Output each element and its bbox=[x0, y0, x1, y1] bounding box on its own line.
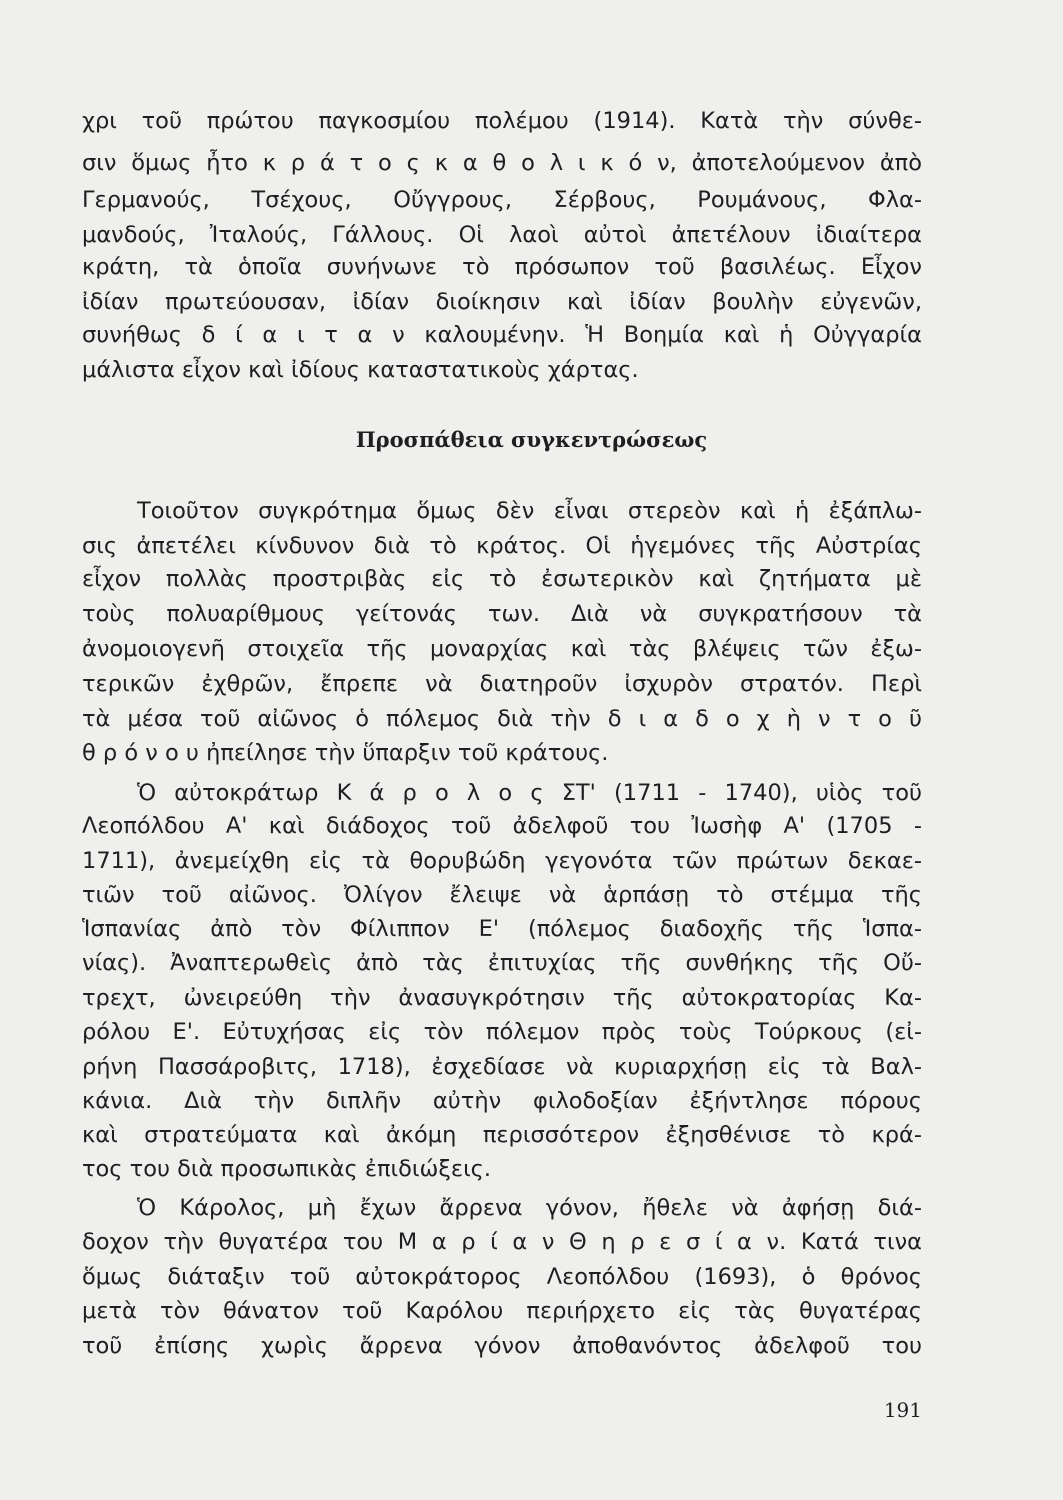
text-line: κράτη, τὰ ὁποῖα συνήνωνε τὸ πρόσωπον τοῦ βασιλέως. Εἶχον bbox=[82, 254, 922, 280]
text-line: μετὰ τὸν θάνατον τοῦ Καρόλου περιήρχετο εἰς τὰς θυγατέρας bbox=[82, 1298, 922, 1324]
text-line: 1711), ἀνεμείχθη εἰς τὰ θορυβώδη γεγονότα τῶν πρώτων δεκαε- bbox=[82, 848, 922, 874]
text-line: καὶ στρατεύματα καὶ ἀκόμη περισσότερον ἐξησθένισε τὸ κρά- bbox=[82, 1122, 922, 1148]
text-line: τὰ μέσα τοῦ αἰῶνος ὁ πόλεμος διὰ τὴν δ ι α δ ο χ ὴ ν τ ο ῦ bbox=[82, 706, 922, 732]
text-line: μάλιστα εἶχον καὶ ἰδίους καταστατικοὺς χάρτας. bbox=[82, 357, 639, 383]
text-line: τρεχτ, ὠνειρεύθη τὴν ἀνασυγκρότησιν τῆς αὐτοκρατορίας Κα- bbox=[82, 985, 922, 1011]
text-line: μανδούς, Ἰταλούς, Γάλλους. Οἱ λαοὶ αὐτοὶ ἀπετέλουν ἰδιαίτερα bbox=[82, 222, 922, 248]
text-line: Γερμανούς, Τσέχους, Οὔγγρους, Σέρβους, Ρουμάνους, Φλα- bbox=[82, 187, 922, 213]
text-line: Ὁ αὐτοκράτωρ Κ ά ρ ο λ ο ς ΣΤ' (1711 - 1740), υἱὸς τοῦ bbox=[137, 780, 922, 806]
text-line: τερικῶν ἐχθρῶν, ἔπρεπε νὰ διατηροῦν ἰσχυρὸν στρατόν. Περὶ bbox=[82, 671, 922, 697]
text-line: χρι τοῦ πρώτου παγκοσμίου πολέμου (1914). Κατὰ τὴν σύνθε- bbox=[82, 108, 922, 134]
text-line: τοῦ ἐπίσης χωρὶς ἄρρενα γόνον ἀποθανόντος ἀδελφοῦ του bbox=[82, 1333, 922, 1359]
text-line: ρήνη Πασσάροβιτς, 1718), ἐσχεδίασε νὰ κυριαρχήσῃ εἰς τὰ Βαλ- bbox=[82, 1054, 922, 1080]
text-line: θ ρ ό ν ο υ ἠπείλησε τὴν ὕπαρξιν τοῦ κράτους. bbox=[82, 740, 609, 766]
text-line: ὅμως διάταξιν τοῦ αὐτοκράτορος Λεοπόλδου (1693), ὁ θρόνος bbox=[82, 1264, 922, 1290]
text-line: κάνια. Διὰ τὴν διπλῆν αὐτὴν φιλοδοξίαν ἐξήντλησε πόρους bbox=[82, 1088, 922, 1114]
text-line: ἰδίαν πρωτεύουσαν, ἰδίαν διοίκησιν καὶ ἰδίαν βουλὴν εὐγενῶν, bbox=[82, 289, 922, 315]
text-line: συνήθως δ ί α ι τ α ν καλουμένην. Ἡ Βοημία καὶ ἡ Οὐγγαρία bbox=[82, 322, 922, 348]
text-line: ἀνομοιογενῆ στοιχεῖα τῆς μοναρχίας καὶ τὰς βλέψεις τῶν ἐξω- bbox=[82, 636, 922, 662]
text-line: σις ἀπετέλει κίνδυνον διὰ τὸ κράτος. Οἱ ἡγεμόνες τῆς Αὐστρίας bbox=[82, 533, 922, 559]
text-line: Λεοπόλδου Α' καὶ διάδοχος τοῦ ἀδελφοῦ του Ἰωσὴφ Α' (1705 - bbox=[82, 813, 922, 839]
text-line: ρόλου Ε'. Εὐτυχήσας εἰς τὸν πόλεμον πρὸς τοὺς Τούρκους (εἰ- bbox=[82, 1019, 922, 1045]
page-number: 191 bbox=[883, 1398, 922, 1422]
text-line: νίας). Ἀναπτερωθεὶς ἀπὸ τὰς ἐπιτυχίας τῆς συνθήκης τῆς Οὔ- bbox=[82, 950, 922, 976]
text-line: τιῶν τοῦ αἰῶνος. Ὀλίγον ἔλειψε νὰ ἁρπάσῃ τὸ στέμμα τῆς bbox=[82, 882, 922, 908]
text-line: Τοιοῦτον συγκρότημα ὅμως δὲν εἶναι στερεὸν καὶ ἡ ἐξάπλω- bbox=[137, 498, 922, 524]
text-line: τοὺς πολυαρίθμους γείτονάς των. Διὰ νὰ συγκρατήσουν τὰ bbox=[82, 601, 922, 627]
text-line: δοχον τὴν θυγατέρα του Μ α ρ ί α ν Θ η ρ ε σ ί α ν. Κατά τινα bbox=[82, 1229, 922, 1255]
text-line: Ὁ Κάρολος, μὴ ἔχων ἄρρενα γόνον, ἤθελε νὰ ἀφήσῃ διά- bbox=[137, 1195, 922, 1221]
text-line: εἶχον πολλὰς προστριβὰς εἰς τὸ ἐσωτερικὸν καὶ ζητήματα μὲ bbox=[82, 566, 922, 592]
text-line: Ἱσπανίας ἀπὸ τὸν Φίλιππον Ε' (πόλεμος διαδοχῆς τῆς Ἱσπα- bbox=[82, 916, 922, 942]
text-line: τος του διὰ προσωπικὰς ἐπιδιώξεις. bbox=[82, 1156, 492, 1182]
text-line: σιν ὅμως ἦτο κ ρ ά τ ο ς κ α θ ο λ ι κ ό ν, ἀποτελούμενον ἀπὸ bbox=[82, 150, 922, 176]
section-heading: Προσπάθεια συγκεντρώσεως bbox=[355, 427, 708, 452]
